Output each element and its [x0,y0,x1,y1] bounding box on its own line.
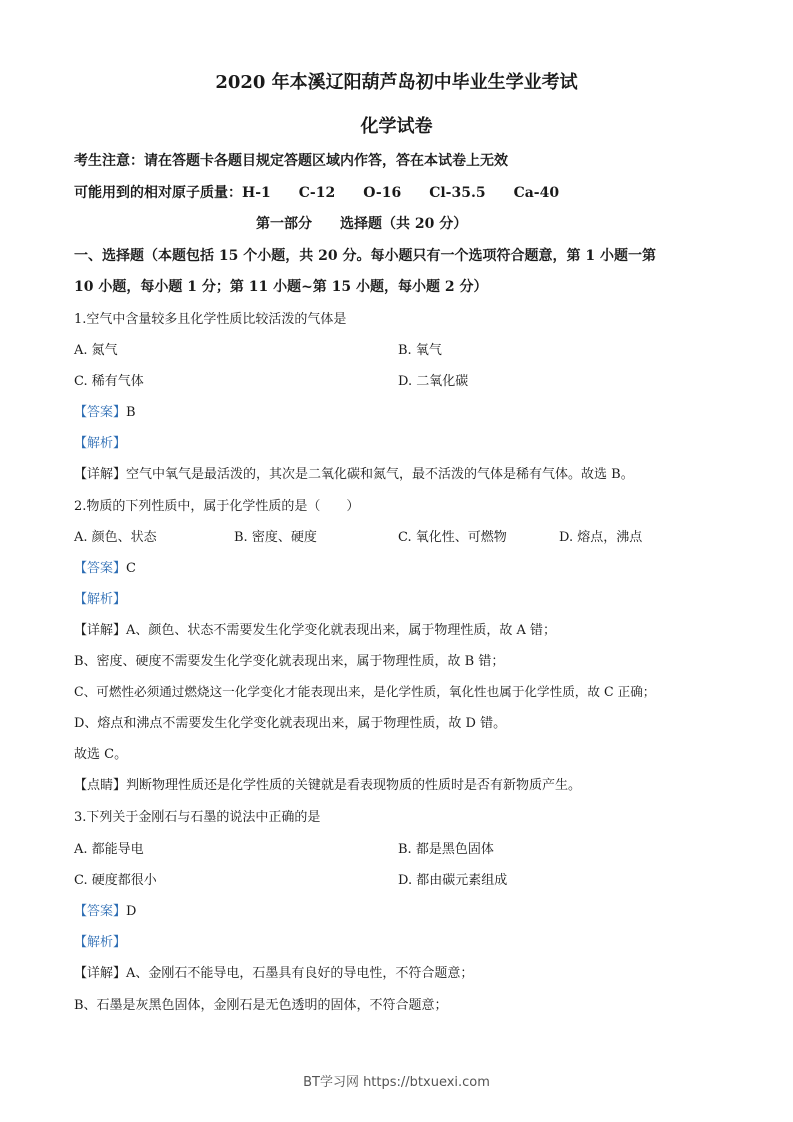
q3-answer [74,900,136,919]
part1-heading: 第一部分 选择题（共 20 分） [256,216,468,232]
comment-tag: 【点睛】 [74,778,127,793]
q3-detail-b: B、石墨是灰黑色固体，金刚石是无色透明的固体，不符合题意； [74,998,448,1013]
answer-tag: 【答案】 [74,405,127,420]
q3-option-a: A. 都能导电 [74,842,144,857]
q1-option-c: C. 稀有气体 [74,374,144,389]
q1-option-b: B. 氧气 [398,343,442,358]
q1-stem: 1.空气中含量较多且化学性质比较活泼的气体是 [74,312,347,327]
detail-text: A、颜色、状态不需要发生化学变化就表现出来，属于物理性质，故 A 错； [126,623,557,638]
q2-detail-c: C、可燃性必须通过燃烧这一化学变化才能表现出来，是化学性质，氧化性也属于化学性质，故 C 正确； [74,684,656,699]
answer-tag: 【答案】 [74,561,127,576]
detail-tag: 【详解】 [74,623,127,638]
q2-option-b: B. 密度、硬度 [234,530,317,545]
part1-instruction: 一、选择题（本题包括 15 个小题，共 20 分。每小题只有一个选项符合题意，第 1 小题一第 [74,248,656,264]
q2-option-c: C. 氧化性、可燃物 [398,530,507,545]
q3-detail [74,962,473,981]
q2-detail-d: D、熔点和沸点不需要发生化学变化就表现出来，属于物理性质，故 D 错。 [74,716,507,731]
q3-stem: 3.下列关于金刚石与石墨的说法中正确的是 [74,810,321,825]
q2-answer [74,557,136,576]
detail-text: 空气中氧气是最活泼的，其次是二氧化碳和氮气，最不活泼的气体是稀有气体。故选 B。 [126,467,634,482]
q1-option-a: A. 氮气 [74,343,118,358]
q2-option-d: D. 熔点，沸点 [559,530,643,545]
detail-tag: 【详解】 [74,467,127,482]
atomic-masses: 可能用到的相对原子质量：H-1 C-12 O-16 Cl-35.5 Ca-40 [74,185,560,201]
answer-value: D [126,904,137,919]
exam-title: 2020 年本溪辽阳葫芦岛初中毕业生学业考试 [215,72,578,93]
answer-value: C [126,561,136,576]
answer-value: B [126,405,136,420]
q2-detail [74,619,556,638]
q1-detail [74,463,634,482]
answer-tag: 【答案】 [74,904,127,919]
q1-analysis-tag: 【解析】 [74,436,127,451]
footer-watermark: BT学习网 https://btxuexi.com [303,1075,490,1090]
exam-subtitle: 化学试卷 [360,116,433,137]
q3-option-c: C. 硬度都很小 [74,873,157,888]
q2-comment [74,774,581,793]
comment-text: 判断物理性质还是化学性质的关键就是看表现物质的性质时是否有新物质产生。 [126,778,582,793]
q3-option-b: B. 都是黑色固体 [398,842,494,857]
q2-option-a: A. 颜色、状态 [74,530,157,545]
detail-tag: 【详解】 [74,966,127,981]
candidate-notice: 考生注意：请在答题卡各题目规定答题区域内作答，答在本试卷上无效 [74,153,508,169]
q2-analysis-tag: 【解析】 [74,592,127,607]
q2-stem: 2.物质的下列性质中，属于化学性质的是（ ） [74,499,360,514]
q1-answer [74,401,136,420]
part1-instruction-cont: 10 小题，每小题 1 分；第 11 小题~第 15 小题，每小题 2 分） [74,279,488,295]
q3-option-d: D. 都由碳元素组成 [398,873,508,888]
q2-conclusion: 故选 C。 [74,747,128,762]
q2-detail-b: B、密度、硬度不需要发生化学变化就表现出来，属于物理性质，故 B 错； [74,654,505,669]
q1-option-d: D. 二氧化碳 [398,374,469,389]
detail-text: A、金刚石不能导电，石墨具有良好的导电性，不符合题意； [126,966,474,981]
q3-analysis-tag: 【解析】 [74,935,127,950]
